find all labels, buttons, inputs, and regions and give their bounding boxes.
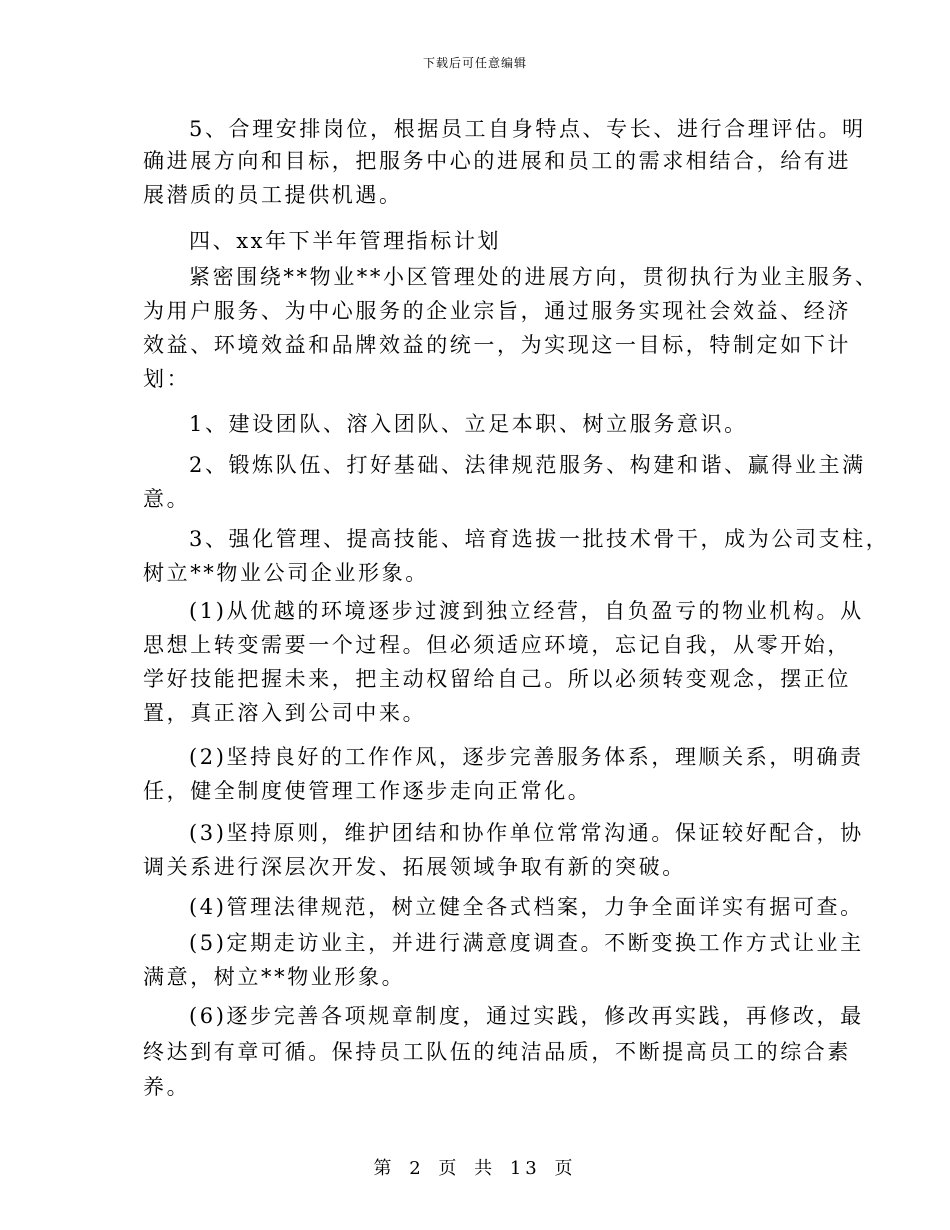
page-number-footer: 第 2 页 共 13 页 (373, 1158, 577, 1179)
paragraph-line: (6)逐步完善各项规章制度，通过实践，修改再实践，再修改，最 (189, 1004, 864, 1028)
paragraph-line: 划： (143, 367, 191, 391)
paragraph-line: (4)管理法律规范，树立健全各式档案，力争全面详实有据可查。 (189, 895, 864, 919)
paragraph-line: (3)坚持原则，维护团结和协作单位常常沟通。保证较好配合，协 (189, 821, 864, 845)
section-heading: 四、xx年下半年管理指标计划 (189, 229, 502, 253)
paragraph-line: 效益、环境效益和品牌效益的统一，为实现这一目标，特制定如下计 (143, 333, 851, 357)
paragraph-line: 为用户服务、为中心服务的企业宗旨，通过服务实现社会效益、经济 (143, 299, 851, 323)
paragraph-line: 调关系进行深层次开发、拓展领域争取有新的突破。 (143, 855, 686, 879)
paragraph-line: 展潜质的员工提供机遇。 (143, 183, 403, 207)
paragraph-line: (1)从优越的环境逐步过渡到独立经营，自负盈亏的物业机构。从 (189, 599, 864, 623)
paragraph-line: 意。 (143, 487, 191, 511)
paragraph-line: 树立**物业公司企业形象。 (143, 561, 429, 585)
paragraph-line: 5、合理安排岗位，根据员工自身特点、专长、进行合理评估。明 (189, 117, 866, 141)
paragraph-line: 思想上转变需要一个过程。但必须适应环境，忘记自我，从零开始， (143, 633, 851, 657)
paragraph-line: 3、强化管理、提高技能、培育选拔一批技术骨干，成为公司支柱， (189, 527, 890, 551)
paragraph-line: 1、建设团队、溶入团队、立足本职、树立服务意识。 (189, 412, 748, 436)
paragraph-line: (2)坚持良好的工作作风，逐步完善服务体系，理顺关系，明确责 (189, 745, 864, 769)
paragraph-line: (5)定期走访业主，并进行满意度调查。不断变换工作方式让业主 (189, 931, 864, 955)
paragraph-line: 置，真正溶入到公司中来。 (143, 701, 427, 725)
paragraph-line: 确进展方向和目标，把服务中心的进展和员工的需求相结合，给有进 (143, 149, 851, 173)
paragraph-line: 满意，树立**物业形象。 (143, 965, 406, 989)
page-header: 下载后可任意编辑 (422, 56, 527, 70)
paragraph-line: 紧密围绕**物业**小区管理处的进展方向，贯彻执行为业主服务、 (189, 265, 879, 289)
paragraph-line: 学好技能把握未来，把主动权留给自己。所以必须转变观念，摆正位 (143, 667, 851, 691)
paragraph-line: 2、锻炼队伍、打好基础、法律规范服务、构建和谐、赢得业主满 (189, 453, 866, 477)
paragraph-line: 终达到有章可循。保持员工队伍的纯洁品质，不断提高员工的综合素 (143, 1040, 851, 1064)
paragraph-line: 任，健全制度使管理工作逐步走向正常化。 (143, 779, 592, 803)
paragraph-line: 养。 (143, 1075, 191, 1099)
